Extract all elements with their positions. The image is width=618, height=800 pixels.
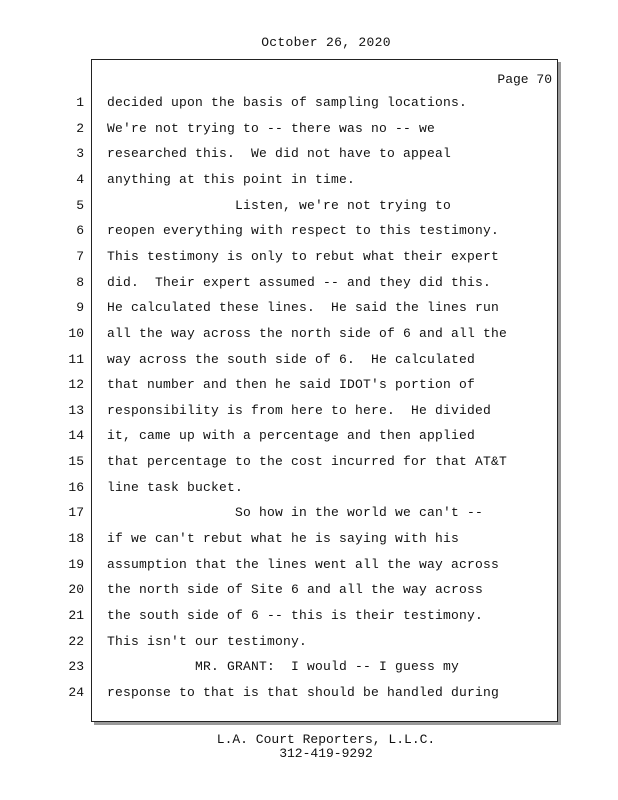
line-text: it, came up with a percentage and then applied bbox=[107, 428, 476, 443]
line-number: 19 bbox=[68, 557, 84, 572]
line-text: response to that is that should be handled during bbox=[107, 685, 500, 700]
line-text: This isn't our testimony. bbox=[107, 634, 308, 649]
line-number: 9 bbox=[76, 300, 84, 315]
line-number: 22 bbox=[68, 634, 84, 649]
line-number: 6 bbox=[76, 223, 84, 238]
line-number: 2 bbox=[76, 121, 84, 136]
line-number: 8 bbox=[76, 275, 84, 290]
line-number: 15 bbox=[68, 454, 84, 469]
line-number: 10 bbox=[68, 326, 84, 341]
line-number: 14 bbox=[68, 428, 84, 443]
line-number: 16 bbox=[68, 480, 84, 495]
line-text: way across the south side of 6. He calculated bbox=[107, 352, 476, 367]
line-number: 7 bbox=[76, 249, 84, 264]
line-text: decided upon the basis of sampling locations. bbox=[107, 95, 468, 110]
line-number: 24 bbox=[68, 685, 84, 700]
reporter-phone: 312-419-9292 bbox=[279, 746, 373, 761]
line-number: 5 bbox=[76, 198, 84, 213]
page-number: Page 70 bbox=[497, 72, 552, 87]
line-text: Listen, we're not trying to bbox=[107, 198, 452, 213]
line-number: 4 bbox=[76, 172, 84, 187]
line-text: line task bucket. bbox=[107, 480, 244, 495]
line-text: reopen everything with respect to this testimony. bbox=[107, 223, 500, 238]
line-text: MR. GRANT: I would -- I guess my bbox=[107, 659, 460, 674]
line-text: anything at this point in time. bbox=[107, 172, 356, 187]
line-number: 18 bbox=[68, 531, 84, 546]
line-number: 20 bbox=[68, 582, 84, 597]
line-number: 3 bbox=[76, 146, 84, 161]
line-number: 1 bbox=[76, 95, 84, 110]
line-number: 13 bbox=[68, 403, 84, 418]
line-text: We're not trying to -- there was no -- we bbox=[107, 121, 436, 136]
line-text: the north side of Site 6 and all the way across bbox=[107, 582, 484, 597]
reporter-company: L.A. Court Reporters, L.L.C. bbox=[216, 732, 436, 747]
line-text: researched this. We did not have to appeal bbox=[107, 146, 452, 161]
line-text: did. Their expert assumed -- and they did this. bbox=[107, 275, 492, 290]
line-number: 21 bbox=[68, 608, 84, 623]
line-text: assumption that the lines went all the way across bbox=[107, 557, 500, 572]
line-text: that percentage to the cost incurred for that AT&T bbox=[107, 454, 508, 469]
line-number: 23 bbox=[68, 659, 84, 674]
line-number: 12 bbox=[68, 377, 84, 392]
line-text: that number and then he said IDOT's portion of bbox=[107, 377, 476, 392]
line-text: He calculated these lines. He said the lines run bbox=[107, 300, 500, 315]
line-text: So how in the world we can't -- bbox=[107, 505, 484, 520]
line-text: all the way across the north side of 6 and all the bbox=[107, 326, 508, 341]
line-text: This testimony is only to rebut what their expert bbox=[107, 249, 500, 264]
line-text: responsibility is from here to here. He divided bbox=[107, 403, 492, 418]
transcript-date: October 26, 2020 bbox=[261, 35, 391, 50]
line-text: if we can't rebut what he is saying with his bbox=[107, 531, 460, 546]
line-text: the south side of 6 -- this is their testimony. bbox=[107, 608, 484, 623]
line-number: 17 bbox=[68, 505, 84, 520]
reporter-footer bbox=[0, 733, 618, 761]
line-number: 11 bbox=[68, 352, 84, 367]
